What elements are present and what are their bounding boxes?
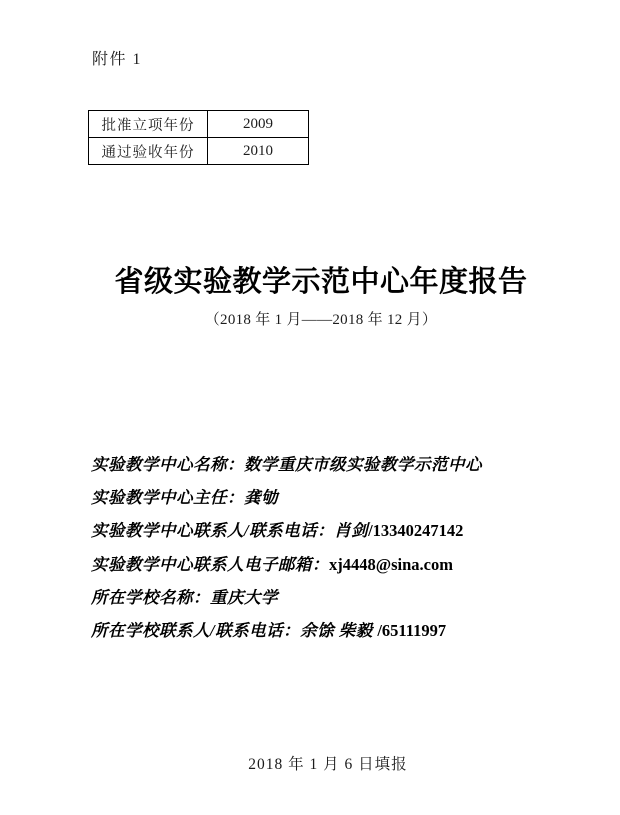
info-line-center-contact-phone	[91, 514, 482, 547]
info-latin-value: xj4448@sina.com	[329, 554, 453, 574]
info-line-school-contact-phone	[91, 614, 482, 647]
info-label-and-value: 实验教学中心联系人电子邮箱：	[91, 554, 329, 574]
acceptance-year-label: 通过验收年份	[89, 138, 208, 165]
approval-years-table	[88, 110, 309, 165]
title-block	[22, 267, 620, 329]
info-line-school-name	[91, 581, 482, 614]
info-label-and-value: 实验教学中心主任：龚劬	[91, 488, 278, 508]
info-latin-value: /65111997	[377, 620, 447, 640]
approval-year-value: 2009	[208, 111, 309, 138]
table-row	[89, 111, 309, 138]
fill-date: 2018 年 1 月 6 日填报	[248, 756, 408, 773]
attachment-label: 附件 1	[92, 51, 143, 68]
info-label-and-value: 所在学校联系人/联系电话：余馀 柴毅	[91, 620, 378, 640]
page-title: 省级实验教学示范中心年度报告	[114, 266, 528, 298]
info-line-center-director	[91, 481, 482, 514]
info-label-and-value: 实验教学中心联系人/联系电话：肖剑	[91, 521, 369, 541]
info-label-and-value: 实验教学中心名称：数学重庆市级实验教学示范中心	[91, 455, 482, 474]
info-label-and-value: 所在学校名称：重庆大学	[91, 587, 278, 607]
approval-year-label: 批准立项年份	[89, 111, 208, 138]
info-line-center-name	[91, 448, 482, 481]
info-line-center-contact-email	[91, 548, 482, 581]
table-row	[89, 138, 309, 165]
acceptance-year-value: 2010	[208, 138, 309, 165]
info-latin-value: /13340247142	[368, 521, 464, 541]
center-info-block	[91, 448, 482, 647]
report-period: （2018 年 1 月——2018 年 12 月）	[204, 312, 438, 329]
